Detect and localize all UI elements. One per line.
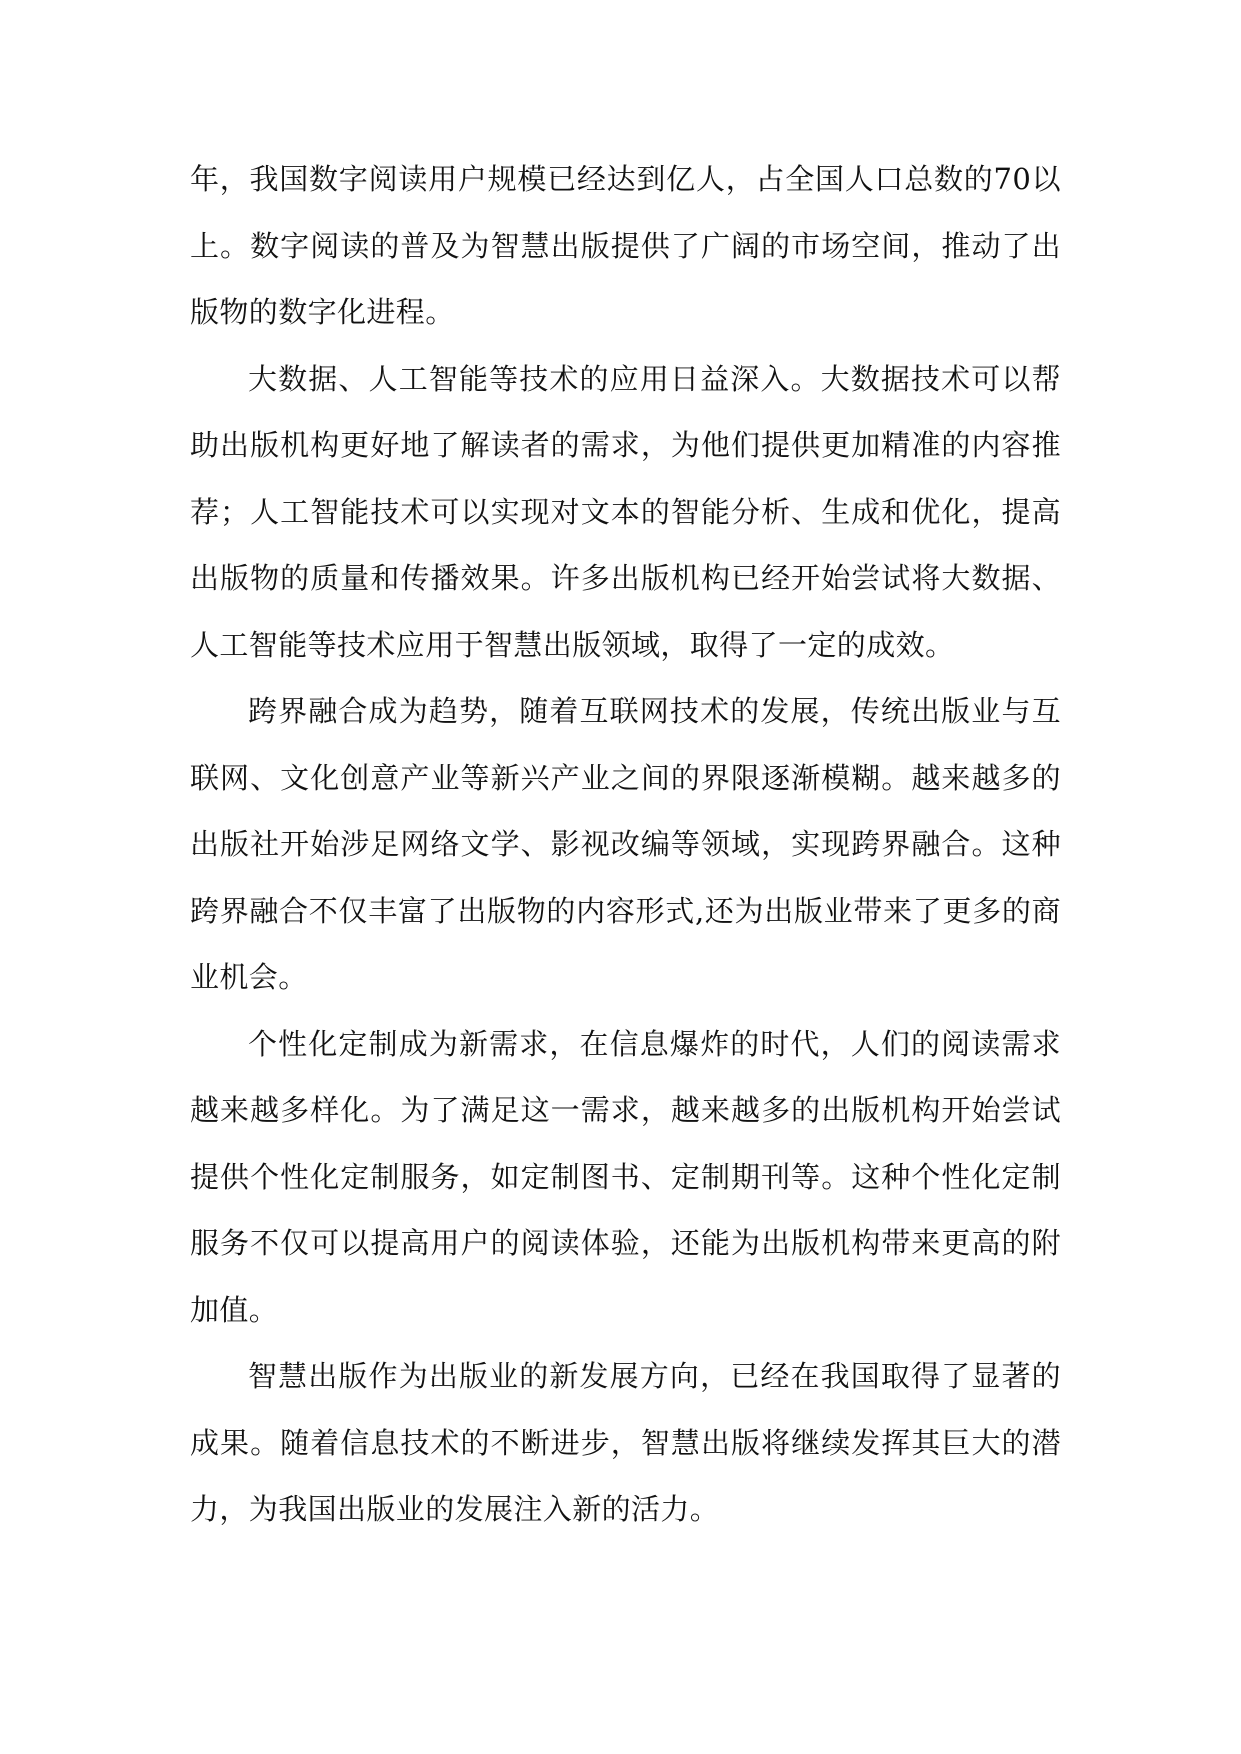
- paragraph-conclusion: 智慧出版作为出版业的新发展方向，已经在我国取得了显著的成果。随着信息技术的不断进步，智慧出版将继续发挥其巨大的潜力，为我国出版业的发展注入新的活力。: [190, 1359, 1061, 1526]
- paragraph-personalized-customization: 个性化定制成为新需求，在信息爆炸的时代，人们的阅读需求越来越多样化。为了满足这一需求，越来越多的出版机构开始尝试提供个性化定制服务，如定制图书、定制期刊等。这种个性化定制服务不仅可以提高用户的阅读体验，还能为出版机构带来更高的附加值。: [190, 1026, 1061, 1327]
- paragraph-big-data-ai: 大数据、人工智能等技术的应用日益深入。大数据技术可以帮助出版机构更好地了解读者的需求，为他们提供更加精准的内容推荐；人工智能技术可以实现对文本的智能分析、生成和优化，提高出版物的质量和传播效果。许多出版机构已经开始尝试将大数据、人工智能等技术应用于智慧出版领域，取得了一定的成效。: [190, 361, 1061, 662]
- paragraph-digital-reading: 年，我国数字阅读用户规模已经达到亿人，占全国人口总数的70以上。数字阅读的普及为智慧出版提供了广阔的市场空间，推动了出版物的数字化进程。: [190, 162, 1061, 329]
- paragraph-cross-border-integration: 跨界融合成为趋势，随着互联网技术的发展，传统出版业与互联网、文化创意产业等新兴产业之间的界限逐渐模糊。越来越多的出版社开始涉足网络文学、影视改编等领域，实现跨界融合。这种跨界融合不仅丰富了出版物的内容形式,还为出版业带来了更多的商业机会。: [190, 694, 1061, 994]
- document-body: [190, 146, 1061, 1543]
